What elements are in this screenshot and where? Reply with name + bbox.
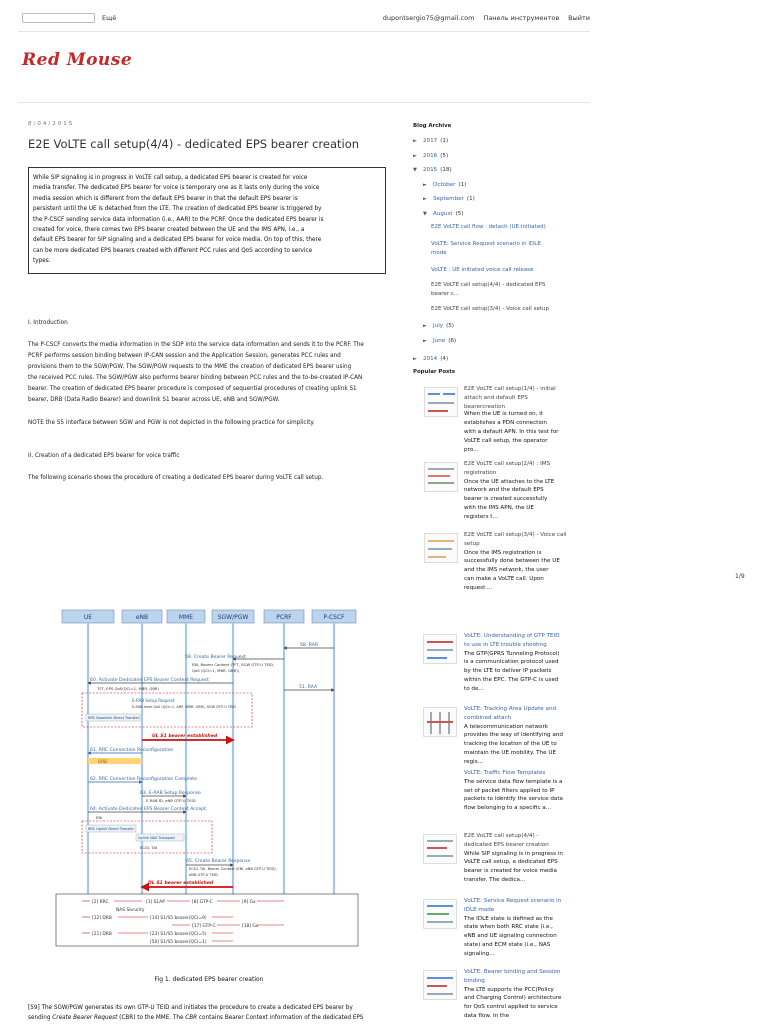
archive-post-current[interactable]: E2E VoLTE call setup(4/4) - dedicated EPS bearer c... — [431, 282, 546, 297]
archive-year-2016[interactable] — [413, 149, 563, 164]
archive-count: (5) — [446, 323, 454, 330]
popular-post-snippet: The LTE supports the PCC(Policy and Charging Control) architecture for QoS control applied to service data flow. In the — [464, 986, 562, 1019]
legend-gtpc: [8] GTP-C — [192, 900, 213, 905]
archive-year-label[interactable]: 2014 — [423, 356, 438, 363]
popular-post-title[interactable]: E2E VoLTE call setup(1/4) - initial attach and default EPS bearercreation — [464, 386, 556, 410]
archive-count: (4) — [440, 356, 449, 363]
summary-line: the P-CSCF sending service data information (i.e., AAR) to the PCRF. Once the dedicated EPS bearer is — [33, 216, 324, 223]
msg-rar: 58. RAR — [300, 643, 319, 648]
msg-rrc-reconf: 61. RRC Connection Reconfiguration — [90, 748, 174, 753]
intro-line: provisions them to the SGW/PGW. The SGW/PGW requests to the MME the creation of dedicated EPS bearer using — [28, 364, 352, 370]
msg-erab-req-detail: E-RAB level QoS (QCI=1, ARP, MBR, GBR), SGW GTP-U TEID — [132, 705, 236, 709]
text-run: (CBR) to the MME. The — [117, 1015, 186, 1022]
archive-count: (5) — [440, 152, 449, 159]
legend-s1s5-50: [50] S1/S5 bearer(QCI=1) — [150, 940, 207, 945]
legend-gx18: [18] Gx — [242, 924, 259, 929]
summary-line: persistent until the UE is detached from the LTE. The creation of dedicated EPS bearer is triggered by — [33, 206, 322, 213]
collapse-arrow-icon[interactable]: ▼ — [413, 167, 417, 174]
popular-post-snippet: When the UE is turned on, it establishes a PDN connection with a default APN. In this test for VoLTE call setup, the operator pro... — [464, 411, 559, 453]
popular-post-title[interactable]: E2E VoLTE call setup(2/4) : IMS registration — [464, 461, 551, 476]
archive-count: (1) — [458, 181, 467, 188]
expand-arrow-icon[interactable]: ► — [423, 196, 427, 203]
post-paragraph-59 — [28, 1003, 393, 1024]
navbar-account-links — [383, 14, 590, 22]
summary-line: While SIP signaling is in progress in VoLTE call setup, a dedicated EPS bearer is created for voice — [33, 175, 308, 181]
post-thumbnail[interactable] — [423, 707, 457, 737]
msg-erab-resp: 63. E-RAB Setup Response — [140, 791, 201, 796]
archive-count: (6) — [448, 337, 457, 344]
msg-raa: 51. RAA — [299, 685, 318, 690]
popular-post-title[interactable]: E2E VoLTE call setup(3/4) - Voice call setup — [464, 532, 567, 547]
navbar-search-input[interactable] — [22, 13, 95, 23]
post-summary-box — [28, 167, 386, 274]
archive-post-link[interactable]: E2E VoLTE call flow : detach (UE-initiated) — [431, 224, 546, 230]
msg-activate-detail: TFT, EPS QoS(QCI=1, MBR, GBR) — [97, 686, 160, 691]
bearer-sequence-diagram — [52, 606, 364, 949]
navbar-dashboard-link[interactable]: Панель инструментов — [483, 14, 560, 22]
msg-ul-established: UL S1 bearer established — [152, 734, 218, 739]
legend-gx: [9] Gx — [242, 900, 256, 905]
archive-month-june[interactable] — [423, 334, 563, 349]
popular-post — [421, 897, 566, 959]
navbar-divider — [18, 31, 590, 32]
popular-post — [421, 968, 566, 1024]
page-number: 1/9 — [735, 573, 745, 580]
msg-drb: DRB — [98, 759, 108, 764]
msg-erab-resp-detail: E-RAB ID, eNB GTP-U TEID — [146, 798, 196, 803]
post-thumbnail[interactable] — [423, 970, 457, 1000]
archive-2015-months — [413, 178, 563, 349]
navbar-email[interactable]: dupontsergio75@gmail.com — [382, 14, 475, 22]
popular-post — [421, 769, 566, 813]
archive-year-2017[interactable] — [413, 134, 563, 149]
legend-nas: NAS Security — [116, 908, 145, 913]
msg-activate: 60. Activate Dedicated EPS Bearer Context Request — [90, 678, 209, 683]
text-run: sending — [28, 1015, 53, 1022]
msg-cbr: 59. Create Bearer Request — [185, 655, 246, 660]
archive-month-label[interactable]: October — [433, 181, 456, 188]
archive-month-label[interactable]: September — [433, 196, 464, 203]
msg-cbr-detail: QoS (QCI=1, MBR, GBR)) — [192, 668, 240, 673]
legend-drb21: [21] DRB — [92, 932, 112, 937]
blog-title[interactable]: Red Mouse — [22, 50, 133, 70]
intro-paragraph — [28, 340, 390, 406]
intro-line: bearer. The creation of dedicated EPS bearer procedure is composed of sequential procedures of creating uplink S1 — [28, 386, 357, 392]
node-mme-label: MME — [178, 614, 194, 621]
legend-rrc: [2] RRC — [92, 900, 109, 905]
text-run-italic: Create Bearer Request — [52, 1015, 118, 1022]
summary-line: media transfer. The dedicated EPS bearer for voice is temporary one as it lasts only during the voice — [33, 185, 320, 192]
paragraph-line: [59] The SGW/PGW generates its own GTP-U TEID and initiates the procedure to create a dedicated EPS bearer by — [28, 1005, 353, 1011]
post-date: 8/04/2015 — [28, 121, 75, 127]
archive-month-august[interactable] — [423, 207, 563, 222]
node-pcrf-label: PCRF — [276, 614, 292, 621]
collapse-arrow-icon[interactable]: ▼ — [423, 210, 427, 217]
popular-post-snippet: A telecommunication network provides the way of identifying and tracking the location of the UE to maintain the UE mobility. The UE regis... — [464, 723, 563, 765]
paragraph-line — [28, 1013, 393, 1023]
archive-month-september[interactable] — [423, 192, 563, 207]
popular-post — [424, 385, 569, 454]
popular-post-title[interactable]: VoLTE: Service Request scenario in IDLE mode — [464, 898, 562, 913]
intro-line: the received PCC rules. The SGW/PGW also performs bearer binding between PCC rules and the to-be-created IP-CAN — [28, 375, 363, 381]
summary-line: can be more dedicated EPS bearers created with different PCC rules and QoS according to service — [33, 247, 313, 254]
msg-rrc-complete: 62. RRC Connection Reconfiguration Complete — [90, 777, 197, 782]
expand-arrow-icon[interactable]: ► — [423, 181, 427, 188]
legend-s1s5-23: [23] S1/S5 bearer(QCI=5) — [150, 932, 207, 937]
intro-heading: I. Introduction — [28, 320, 68, 326]
post-title[interactable]: E2E VoLTE call setup(4/4) - dedicated EPS bearer creation — [28, 137, 360, 151]
lifeline-heads — [62, 610, 356, 623]
intro-line: bearer, DRB (Data Radio Bearer) and downlink S1 bearer across UE, eNB and SGW/PGW. — [28, 397, 280, 403]
msg-cb-response-detail: eNB GTP-U TEID — [189, 873, 218, 877]
archive-post-link[interactable]: VoLTE : UE initiated voice call release — [431, 267, 534, 273]
expand-arrow-icon[interactable]: ► — [423, 337, 427, 344]
popular-post — [421, 632, 566, 694]
text-run: contains Bearer Context information of the dedicated EPS — [197, 1015, 364, 1022]
node-pcscf-label: P-CSCF — [323, 614, 345, 621]
archive-month-label[interactable]: July — [433, 323, 444, 330]
node-ue-label: UE — [83, 614, 93, 621]
msg-ul-nas: Uplink NAS Transport — [138, 836, 175, 840]
archive-count: (18) — [440, 167, 452, 174]
popular-post-snippet: The IDLE state is defined as the state when both RRC state (i.e., eNB and UE signaling connection state) and ECM state (i.e., NAS signaling... — [464, 915, 557, 957]
node-enb-label: eNB — [135, 614, 149, 621]
popular-post-snippet-wrap — [421, 778, 563, 813]
archive-year-label[interactable]: 2016 — [423, 152, 438, 159]
archive-month-october[interactable] — [423, 178, 563, 193]
archive-count: (1) — [466, 196, 475, 203]
navbar-logout-link[interactable]: Выйти — [568, 14, 590, 22]
blogger-navbar — [0, 10, 768, 30]
node-sgw-label: SGW/PGW — [217, 614, 249, 621]
archive-month-july[interactable] — [423, 319, 563, 334]
post-thumbnail[interactable] — [423, 834, 457, 864]
summary-line: default EPS bearer for SIP signaling and a dedicated EPS bearer for voice media. On top of this, there — [33, 237, 322, 244]
archive-post-link[interactable]: VoLTE: Service Request scenario in IDLE mode — [431, 241, 541, 256]
archive-post-link[interactable]: E2E VoLTE call setup(3/4) - Voice call setup — [431, 306, 549, 312]
msg-ebi: EBI — [96, 815, 103, 820]
msg-dl-established: DL S1 bearer established — [148, 881, 214, 886]
blog-archive-title: Blog Archive — [413, 123, 452, 129]
popular-post — [421, 832, 566, 885]
post-thumbnail[interactable] — [424, 462, 458, 492]
msg-activate-accept: 64. Activate Dedicated EPS Bearer Context Accept — [90, 807, 206, 812]
popular-post-snippet: Once the IMS registration is successfully done between the UE and the IMS network, the user can make a VoLTE call. Upon request ... — [464, 549, 560, 591]
intro-line: The P-CSCF converts the media information in the SDP into the service data information and sends it to the PCRF. The — [28, 342, 364, 348]
archive-year-2015[interactable] — [413, 163, 563, 178]
legend-gtpc17: [17] GTP-C — [192, 924, 216, 929]
popular-post-title[interactable]: VoLTE: Understanding of GTP TEID to use in LTE trouble shooting — [464, 633, 560, 648]
archive-count: (5) — [455, 210, 464, 217]
popular-posts-title: Popular Posts — [413, 369, 456, 375]
archive-year-label[interactable]: 2017 — [423, 138, 438, 145]
legend-drb12: [12] DRB — [92, 916, 112, 921]
post-thumbnail[interactable] — [424, 533, 458, 563]
header-divider — [18, 102, 590, 103]
summary-line: types. — [33, 258, 51, 265]
summary-line: media session which is different from the default EPS bearer in that the default EPS bearer is — [33, 195, 298, 202]
note-paragraph: NOTE the S5 interface between SGW and PGW is not depicted in the following practice for simplicity. — [28, 420, 315, 426]
legend-s1ap: [3] S1AP — [146, 900, 165, 905]
popular-post — [421, 705, 566, 767]
archive-month-label[interactable]: June — [433, 337, 446, 344]
msg-erab-req: E-RAB Setup Request — [132, 698, 175, 703]
archive-month-label[interactable]: August — [433, 210, 453, 217]
popular-post-title[interactable]: E2E VoLTE call setup(4/4) - dedicated EPS bearer creation — [464, 833, 549, 848]
msg-cb-response: 65. Create Bearer Response — [186, 859, 251, 864]
popular-post-title[interactable]: VoLTE: Traffic Flow Templates — [464, 770, 546, 776]
expand-arrow-icon[interactable]: ► — [423, 323, 427, 330]
popular-post-title[interactable]: VoLTE: Tracking Area Update and combined attach — [464, 706, 557, 721]
section2-paragraph: The following scenario shows the procedure of creating a dedicated EPS bearer during VoLTE call setup. — [28, 475, 324, 481]
text-run-italic: CBR — [185, 1015, 198, 1022]
expand-arrow-icon[interactable]: ► — [413, 152, 417, 159]
blog-archive — [413, 134, 563, 367]
msg-ecgi: ECGI, TAI — [140, 845, 158, 850]
legend-s1s5-14: [14] S1/S5 bearer(QCI=9) — [150, 916, 207, 921]
msg-rrc-dl: RRC Downlink Direct Transfer — [88, 716, 140, 720]
msg-rrc-ul: RRC Uplink Direct Transfer — [88, 827, 134, 831]
navbar-more-link[interactable]: Ещё — [102, 14, 117, 22]
post-thumbnail[interactable] — [424, 387, 458, 417]
archive-count: (1) — [440, 138, 449, 145]
post-thumbnail[interactable] — [423, 634, 457, 664]
popular-post-snippet: While SIP signaling is in progress in VoLTE call setup, a dedicated EPS bearer is created for voice media transfer. The dedica... — [464, 850, 563, 883]
popular-post — [424, 460, 569, 522]
summary-line: created for voice, there comes two EPS bearer created between the UE and the IMS APN, i.e., a — [33, 227, 305, 234]
intro-line: PCRF performs session binding between IP-CAN session and the Application Session, generates PCC rules and — [28, 353, 341, 359]
post-thumbnail[interactable] — [423, 899, 457, 929]
expand-arrow-icon[interactable]: ► — [413, 138, 417, 145]
popular-post-snippet: Once the UE attaches to the LTE network and the default EPS bearer is created successfully with the IMS APN, the UE registers t... — [464, 478, 555, 520]
msg-cb-response-detail: ECGI, TAI, Bearer Context (EBI, eNB GTP-U TEID), — [189, 867, 277, 871]
popular-post-title[interactable]: VoLTE: Bearer binding and Session binding — [464, 969, 561, 984]
archive-year-label[interactable]: 2015 — [423, 167, 438, 174]
popular-post-snippet: The GTP(GPRS Tunneling Protocol) is a communication protocol used by the LTE to deliver IP packets within the EPC. The GTP-C is used to de... — [464, 650, 560, 692]
figure-caption: Fig 1. dedicated EPS bearer creation — [154, 976, 264, 983]
archive-year-2014[interactable] — [413, 352, 563, 367]
drb-bar — [88, 758, 142, 764]
popular-post-snippet: The service data flow template is a set of packet filters applied to IP packets to identify the service data flow belonging to a specific a... — [464, 778, 563, 812]
msg-cbr-detail: EBI, Bearer Context (TFT, SGW GTP-U TEID, — [192, 662, 275, 667]
popular-post — [424, 531, 569, 593]
section2-heading: II. Creation of a dedicated EPS bearer for voice traffic — [28, 453, 180, 459]
expand-arrow-icon[interactable]: ► — [413, 356, 417, 363]
archive-august-posts — [423, 221, 555, 319]
